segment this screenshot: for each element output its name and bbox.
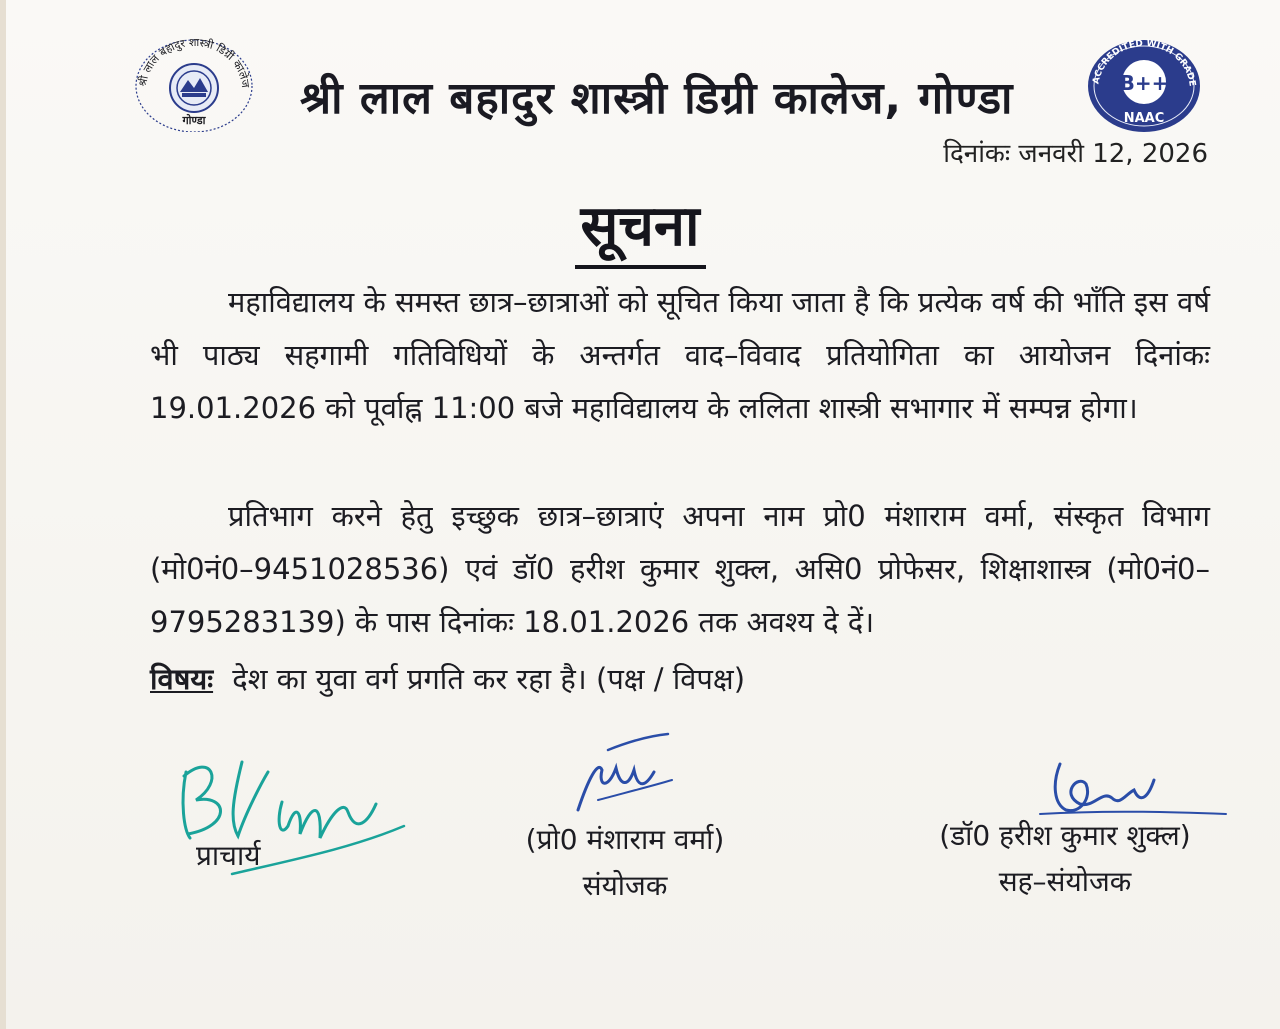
coconvener-role: सह–संयोजक xyxy=(998,865,1132,898)
signature-convener-icon xyxy=(568,730,678,820)
naac-arc-text: ACCREDITED WITH GRADE xyxy=(1091,38,1197,88)
notice-title-text: सूचना xyxy=(575,194,706,269)
principal-role: प्राचार्य xyxy=(196,839,261,872)
notice-title xyxy=(0,186,1280,262)
coconvener-name: (डॉ0 हरीश कुमार शुक्ल) xyxy=(939,819,1191,852)
college-emblem-icon xyxy=(128,32,260,132)
naac-grade: B++ xyxy=(1119,71,1169,95)
convener-name: (प्रो0 मंशाराम वर्मा) xyxy=(525,823,725,856)
notice-paragraph-2: प्रतिभाग करने हेतु इच्छुक छात्र–छात्राएं अपना नाम प्रो0 मंशाराम वर्मा, संस्कृत विभाग (मो0नं0–9451028536) एवं डॉ0 हरीश कुमार शुक्ल, असि0 प्रोफेसर, शिक्षाशास्त्र (मो0नं0–9795283139) के पास दिनांकः 18.01.2026 तक अवश्य दे दें। xyxy=(150,499,1210,639)
college-logo-arc-text: श्री लाल बहादुर शास्त्री डिग्री कालेज xyxy=(135,35,253,89)
subject-text: देश का युवा वर्ग प्रगति कर रहा है। (पक्ष / विपक्ष) xyxy=(232,662,746,696)
paper-edge xyxy=(0,0,6,1029)
notice-date: दिनांकः जनवरी 12, 2026 xyxy=(943,139,1208,169)
naac-label: NAAC xyxy=(1123,111,1165,126)
subject-label: विषयः xyxy=(150,662,214,696)
college-name: श्री लाल बहादुर शास्त्री डिग्री कालेज, गोण्डा xyxy=(300,73,1014,124)
notice-paragraph-1: महाविद्यालय के समस्त छात्र–छात्राओं को सूचित किया जाता है कि प्रत्येक वर्ष की भाँति इस वर्ष भी पाठ्य सहगामी गतिविधियों के अन्तर्गत वाद–विवाद प्रतियोगिता का आयोजन दिनांकः 19.01.2026 को पूर्वाह्न 11:00 बजे महाविद्यालय के ललिता शास्त्री सभागार में सम्पन्न होगा। xyxy=(150,285,1210,425)
college-logo-bottom-text: गोण्डा xyxy=(182,114,206,127)
debate-subject xyxy=(150,656,1210,702)
naac-badge-icon xyxy=(1084,34,1204,134)
convener-role: संयोजक xyxy=(582,869,668,902)
